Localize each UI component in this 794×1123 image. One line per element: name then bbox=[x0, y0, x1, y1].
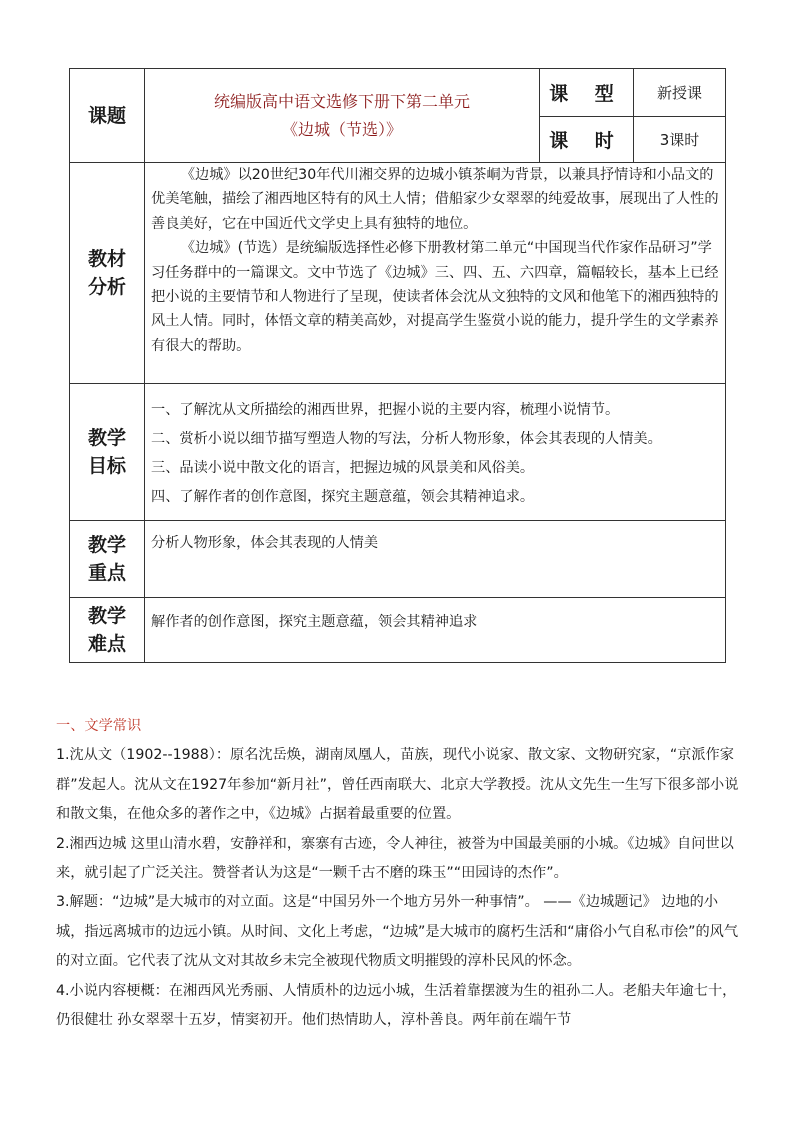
goal-item: 四、了解作者的创作意图，探究主题意蕴，领会其精神追求。 bbox=[151, 489, 535, 505]
paragraph: 《边城》以20世纪30年代川湘交界的边城小镇茶峒为背景，以兼具抒情诗和小品文的优美笔触，描绘了湘西地区特有的风土人情；借船家少女翠翠的纯爱故事，展现出了人性的善良美好，它在中国近代文学史上具有独特的地位。 bbox=[151, 167, 719, 232]
difficult-points-label: 教学 难点 bbox=[70, 598, 145, 663]
difficult-points-content: 解作者的创作意图，探究主题意蕴，领会其精神追求 bbox=[145, 598, 726, 663]
note-item: 4.小说内容梗概：在湘西风光秀丽、人情质朴的边远小城，生活着靠摆渡为生的祖孙二人。老船夫年逾七十，仍很健壮 孙女翠翠十五岁，情窦初开。他们热情助人，淳朴善良。两年前在端午节 bbox=[56, 982, 737, 1029]
literary-notes bbox=[56, 712, 746, 1035]
key-points-content: 分析人物形象，体会其表现的人情美 bbox=[145, 521, 726, 598]
paragraph: 《边城》(节选）是统编版选择性必修下册教材第二单元“中国现当代作家作品研习”学习任务群中的一篇课文。文中节选了《边城》三、四、五、六四章，篇幅较长，基本上已经把小说的主要情节和人物进行了呈现，使读者体会沈从文独特的文风和他笔下的湘西独特的风土人情。同时，体悟文章的精美高妙，对提高学生鉴赏小说的能力，提升学生的文学素养有很大的帮助。 bbox=[151, 240, 719, 354]
note-item: 3.解题：“边城”是大城市的对立面。这是“中国另外一个地方另外一种事情”。 ——《边城题记》 边地的小城，指远离城市的边远小镇。从时间、文化上考虑，“边城”是大城市的腐朽生活和“庸俗小气自私市侩”的风气的对立面。它代表了沈从文对其故乡未完全被现代物质文明摧毁的淳朴民风的怀念。 bbox=[56, 894, 739, 970]
goal-item: 一、了解沈从文所描绘的湘西世界，把握小说的主要内容，梳理小说情节。 bbox=[151, 402, 620, 418]
lesson-hours-value: 3课时 bbox=[634, 117, 726, 163]
material-analysis-content bbox=[145, 163, 726, 384]
material-analysis-label: 教材 分析 bbox=[70, 163, 145, 384]
note-item: 1.沈从文（1902--1988）：原名沈岳焕，湖南凤凰人，苗族，现代小说家、散文家、文物研究家，“京派作家群”发起人。沈从文在1927年参加“新月社”，曾任西南联大、北京大学教授。沈从文先生一生写下很多部小说和散文集，在他众多的著作之中，《边城》占据着最重要的位置。 bbox=[56, 747, 739, 823]
teaching-goals-label: 教学 目标 bbox=[70, 384, 145, 521]
lesson-title bbox=[145, 69, 540, 163]
lesson-hours-label: 课 时 bbox=[540, 117, 634, 163]
section-heading: 一、文学常识 bbox=[56, 718, 142, 734]
key-points-label: 教学 重点 bbox=[70, 521, 145, 598]
note-item: 2.湘西边城 这里山清水碧，安静祥和，寨寨有古迹，令人神往，被誉为中国最美丽的小城。《边城》自问世以来，就引起了广泛关注。赞誉者认为这是“一颗千古不磨的珠玉”“田园诗的杰作”。 bbox=[56, 835, 734, 882]
lesson-type-label: 课 型 bbox=[540, 69, 634, 117]
goal-item: 三、品读小说中散文化的语言，把握边城的风景美和风俗美。 bbox=[151, 460, 535, 476]
teaching-goals-content bbox=[145, 384, 726, 521]
lesson-type-value: 新授课 bbox=[634, 69, 726, 117]
lesson-plan-table bbox=[69, 68, 726, 663]
subject-label: 课题 bbox=[70, 69, 145, 163]
lesson-title-line2: 《边城（节选）》 bbox=[281, 119, 402, 139]
goal-item: 二、赏析小说以细节描写塑造人物的写法，分析人物形象，体会其表现的人情美。 bbox=[151, 431, 662, 447]
lesson-title-line1: 统编版高中语文选修下册下第二单元 bbox=[213, 91, 470, 111]
